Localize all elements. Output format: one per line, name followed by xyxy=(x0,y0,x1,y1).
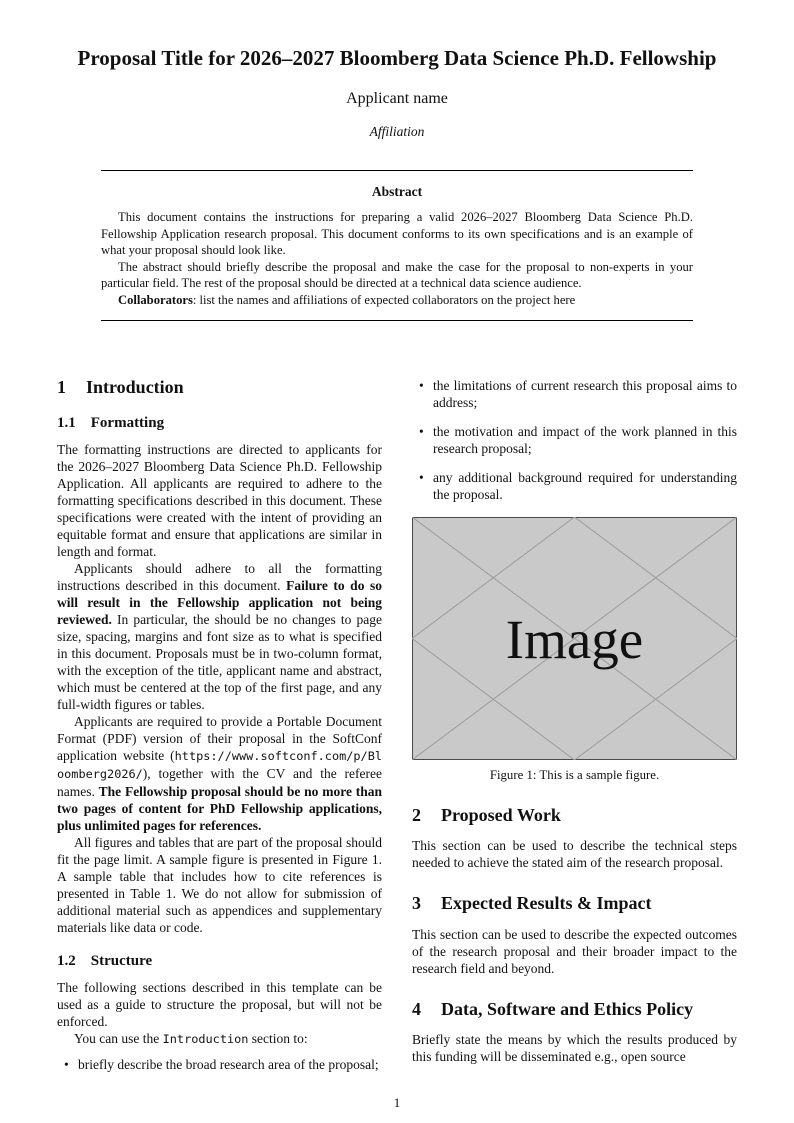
paragraph-formatting-3 xyxy=(57,713,382,834)
two-column-body xyxy=(57,377,737,1073)
abstract-bottom-rule xyxy=(101,320,693,321)
abstract-paragraph-1: This document contains the instructions for preparing a valid 2026–2027 Bloomberg Data Science Ph.D. Fellowship Application research proposal. This document conforms to its own specifications and is an example of what your proposal should look like. xyxy=(101,210,693,258)
list-item xyxy=(419,423,737,457)
paragraph-text: ), together with the CV and the referee names. xyxy=(57,766,382,800)
section-heading-ethics-policy xyxy=(412,999,737,1020)
paragraph-text: section to: xyxy=(248,1031,308,1047)
paragraph-ethics-policy: Briefly state the means by which the results produced by this funding will be disseminated e.g., open source xyxy=(412,1031,737,1064)
figure-placeholder-text: Image xyxy=(505,609,644,671)
subsection-title: Structure xyxy=(90,953,153,970)
paragraph-text: Applicants are required to provide a Portable Document Format (PDF) version of their proposal in the SoftConf application website ( xyxy=(57,714,382,764)
section-heading-introduction xyxy=(57,377,382,398)
bold-warning-text: Failure to do so will result in the Fellowship application not being reviewed. xyxy=(57,578,382,628)
paper-title: Proposal Title for 2026–2027 Bloomberg Data Science Ph.D. Fellowship xyxy=(77,46,717,70)
right-column xyxy=(412,377,737,1073)
subsection-number: 1.2 xyxy=(57,953,76,970)
list-item-text: any additional background required for understanding the proposal. xyxy=(433,470,737,503)
figure-caption: Figure 1: This is a sample figure. xyxy=(489,768,660,783)
paragraph-structure-2 xyxy=(57,1030,382,1048)
bullet-icon: • xyxy=(419,470,424,486)
section-number: 4 xyxy=(412,998,421,1019)
section-number: 2 xyxy=(412,805,421,826)
section-title: Proposed Work xyxy=(441,805,561,826)
left-column xyxy=(57,377,382,1073)
bold-page-limit-text: The Fellowship proposal should be no more than two pages of content for PhD Fellowship applications, plus unlimited pages for references. xyxy=(57,784,382,834)
bullet-icon: • xyxy=(64,1057,69,1073)
section-title: Introduction xyxy=(86,377,184,398)
collaborators-text: : list the names and affiliations of expected collaborators on the project here xyxy=(192,292,576,307)
title-block xyxy=(57,46,737,140)
bullet-icon: • xyxy=(419,424,424,440)
subsection-heading-structure xyxy=(57,952,382,970)
list-item-text: the motivation and impact of the work planned in this research proposal; xyxy=(433,424,737,457)
abstract-block xyxy=(101,170,693,321)
paragraph-expected-results: This section can be used to describe the expected outcomes of the research proposal and their broader impact to the research field and beyond. xyxy=(412,926,737,976)
sample-figure-image xyxy=(412,517,737,760)
paragraph-formatting-1: The formatting instructions are directed to applicants for the 2026–2027 Bloomberg Data Science Ph.D. Fellowship Application. All applicants are required to adhere to the formatting specifications described in this document. These specifications were created with the intent of providing an equitable format and ensure that applications are similar in length and format. xyxy=(57,442,382,560)
introduction-code-text: Introduction xyxy=(162,1032,249,1047)
list-item xyxy=(419,469,737,503)
abstract-paragraph-2: The abstract should briefly describe the proposal and make the case for the proposal to non-experts in your particular field. The rest of the proposal should be directed at a technical data science audience. xyxy=(101,259,693,291)
subsection-heading-formatting xyxy=(57,414,382,432)
paragraph-formatting-4: All figures and tables that are part of the proposal should fit the page limit. A sample figure is presented in Figure 1. A sample table that includes how to cite references is presented in Table 1. We do not allow for submission of additional material such as appendices and supplementary materials like data or code. xyxy=(57,835,382,936)
section-heading-proposed-work xyxy=(412,805,737,826)
abstract-heading: Abstract xyxy=(371,184,423,200)
paragraph-text: Applicants should adhere to all the formatting instructions described in this document. xyxy=(57,561,382,594)
list-item xyxy=(419,377,737,411)
softconf-url-link[interactable]: https://www.softconf.com/p/Bloomberg2026/ xyxy=(57,749,382,782)
section-title: Data, Software and Ethics Policy xyxy=(441,998,694,1019)
list-item xyxy=(64,1056,382,1073)
paragraph-proposed-work: This section can be used to describe the technical steps needed to achieve the stated aim of the research proposal. xyxy=(412,838,737,871)
section-number: 1 xyxy=(57,377,66,398)
subsection-number: 1.1 xyxy=(57,415,76,432)
abstract-collaborators xyxy=(101,292,693,309)
abstract-top-rule xyxy=(101,170,693,171)
paragraph-formatting-2 xyxy=(57,560,382,713)
collaborators-label: Collaborators xyxy=(118,292,193,307)
paragraph-text: You can use the xyxy=(74,1031,163,1047)
figure-1 xyxy=(412,517,737,783)
section-title: Expected Results & Impact xyxy=(441,893,652,914)
section-heading-expected-results xyxy=(412,893,737,914)
author-name: Applicant name xyxy=(346,90,448,108)
bullet-icon: • xyxy=(419,378,424,394)
list-item-text: briefly describe the broad research area of the proposal; xyxy=(78,1057,379,1073)
list-item-text: the limitations of current research this proposal aims to address; xyxy=(433,378,737,411)
page-number: 1 xyxy=(393,1095,401,1110)
paragraph-text: In particular, the should be no changes to page size, spacing, margins and font size as to what is specified in this document. Proposals must be in two-column format, with the exception of the title, applicant name and abstract, which must be centered at the top of the first page, and any full-width figures or tables. xyxy=(57,612,382,713)
subsection-title: Formatting xyxy=(90,415,165,432)
paragraph-structure-1: The following sections described in this template can be used as a guide to structure the proposal, but will not be enforced. xyxy=(57,980,382,1030)
affiliation: Affiliation xyxy=(369,124,425,140)
section-number: 3 xyxy=(412,893,421,914)
